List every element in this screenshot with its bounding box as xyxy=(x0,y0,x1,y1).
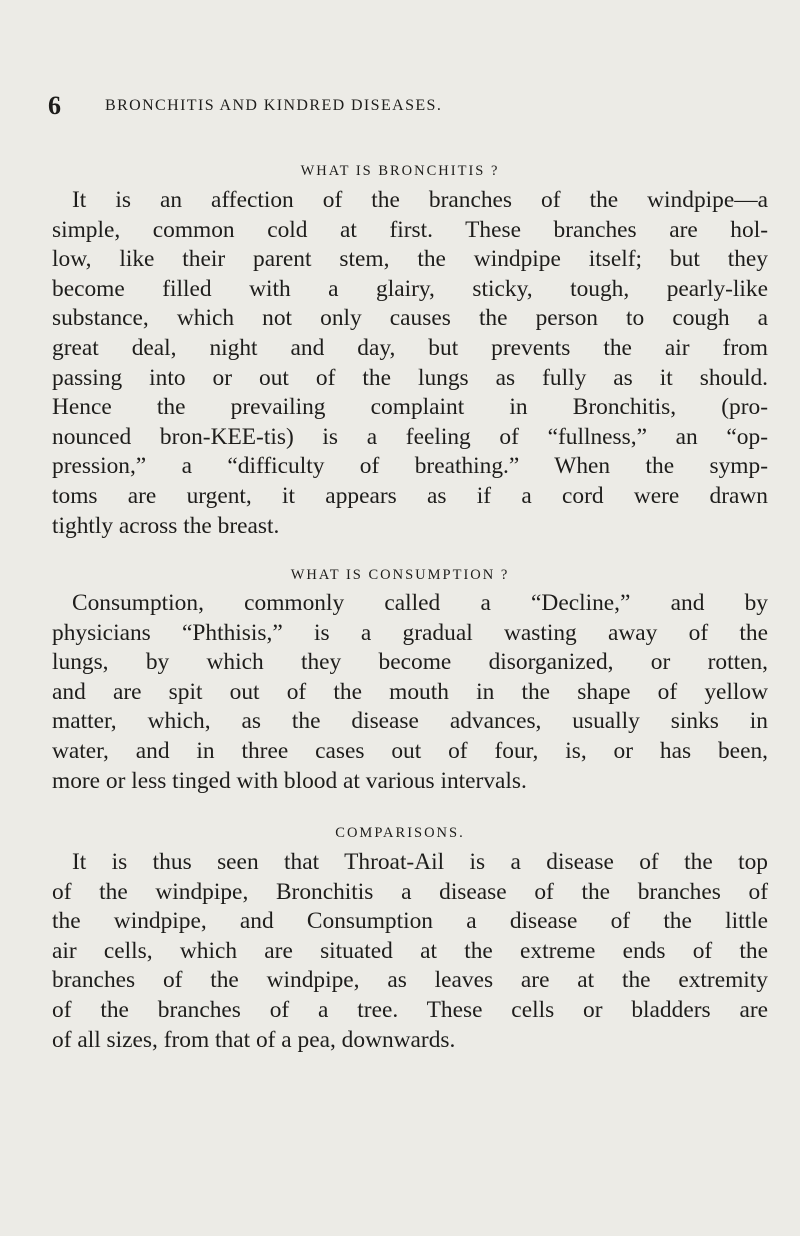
text-line: toms are urgent, it appears as if a cord were drawn xyxy=(52,482,768,509)
text-line: become filled with a glairy, sticky, tough, pearly-like xyxy=(52,275,768,302)
text-line: of the branches of a tree. These cells or bladders are xyxy=(52,996,768,1023)
section-heading-bronchitis: WHAT IS BRONCHITIS ? xyxy=(300,163,500,179)
section-heading-consumption: WHAT IS CONSUMPTION ? xyxy=(290,567,510,583)
text-line: pression,” a “difficulty of breathing.” When the symp- xyxy=(52,453,768,480)
text-line: passing into or out of the lungs as fully as it should. xyxy=(52,364,768,391)
text-line: great deal, night and day, but prevents the air from xyxy=(52,334,768,361)
text-line: water, and in three cases out of four, is, or has been, xyxy=(52,737,768,764)
text-line: of all sizes, from that of a pea, downwards. xyxy=(52,1026,456,1053)
text-line: and are spit out of the mouth in the shape of yellow xyxy=(52,678,768,705)
text-line: matter, which, as the disease advances, usually sinks in xyxy=(52,708,768,735)
text-line: nounced bron-KEE-tis) is a feeling of “fullness,” an “op- xyxy=(52,423,768,450)
page-number: 6 xyxy=(48,91,61,120)
text-line: It is thus seen that Throat-Ail is a disease of the top xyxy=(72,849,768,875)
text-line: more or less tinged with blood at various intervals. xyxy=(52,767,527,794)
text-line: the windpipe, and Consumption a disease of the little xyxy=(52,908,768,935)
text-line: lungs, by which they become disorganized, or rotten, xyxy=(52,649,768,676)
text-line: of the windpipe, Bronchitis a disease of the branches of xyxy=(52,878,768,905)
text-line: branches of the windpipe, as leaves are at the extremity xyxy=(52,967,768,994)
text-line: Consumption, commonly called a “Decline,” and by xyxy=(72,590,768,616)
running-head xyxy=(48,92,768,120)
paragraph-comparisons xyxy=(52,848,768,1055)
text-line: air cells, which are situated at the extreme ends of the xyxy=(52,937,768,964)
paragraph-consumption xyxy=(52,589,768,796)
text-line: It is an affection of the branches of the windpipe—a xyxy=(72,187,768,213)
text-line: tightly across the breast. xyxy=(52,512,280,539)
text-line: simple, common cold at first. These branches are hol- xyxy=(52,216,768,243)
text-line: substance, which not only causes the person to cough a xyxy=(52,305,768,332)
section-heading-comparisons: COMPARISONS. xyxy=(335,825,465,841)
running-title: BRONCHITIS AND KINDRED DISEASES. xyxy=(105,97,443,114)
text-line: physicians “Phthisis,” is a gradual wasting away of the xyxy=(52,619,768,646)
paragraph-bronchitis xyxy=(52,186,768,541)
text-line: low, like their parent stem, the windpipe itself; but they xyxy=(52,246,768,273)
text-line: Hence the prevailing complaint in Bronchitis, (pro- xyxy=(52,394,768,421)
